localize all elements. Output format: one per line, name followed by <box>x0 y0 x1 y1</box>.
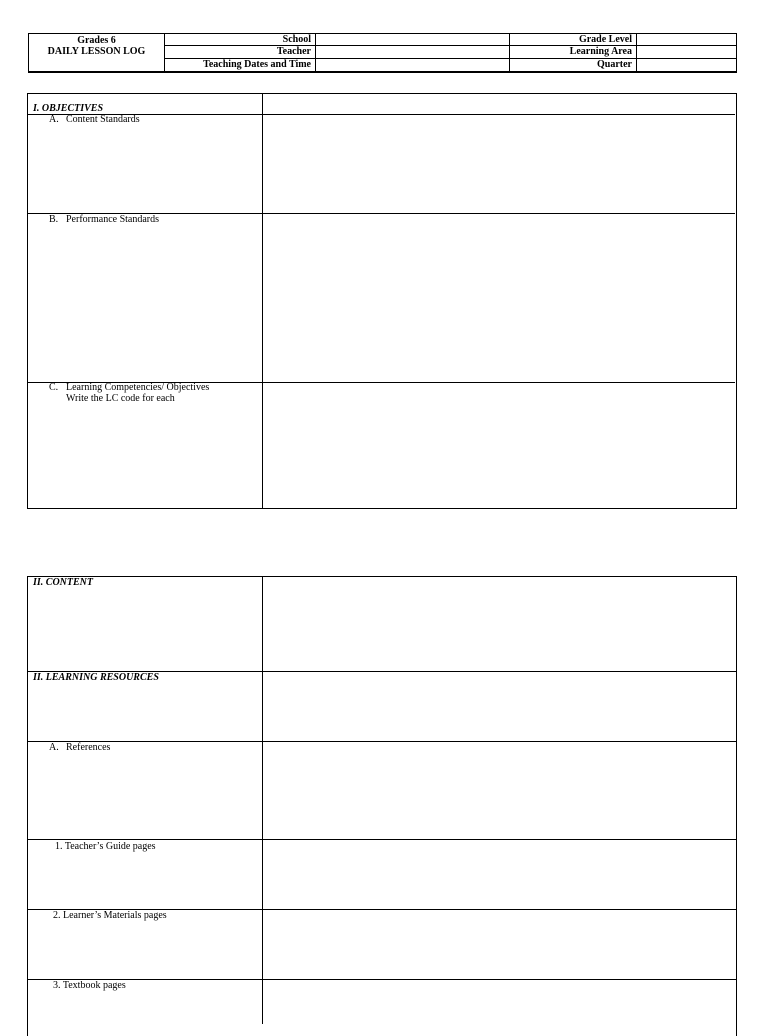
performance-standards-marker: B. <box>49 214 59 225</box>
performance-standards-label: Performance Standards <box>66 214 160 225</box>
content-heading: II. CONTENT <box>33 577 94 588</box>
teaching-dates-field[interactable] <box>316 59 509 72</box>
learning-area-label: Learning Area <box>569 46 632 57</box>
content-standards-label: Content Standards <box>66 114 140 125</box>
learning-resources-heading: II. LEARNING RESOURCES <box>33 672 159 683</box>
textbook-pages-field[interactable] <box>263 980 736 1024</box>
references-label: References <box>66 742 111 753</box>
quarter-field[interactable] <box>637 59 736 72</box>
references-marker: A. <box>49 742 59 753</box>
performance-standards-field[interactable] <box>263 214 735 381</box>
learning-resources-field[interactable] <box>263 672 736 741</box>
learning-competencies-label: Learning Competencies/ Objectives <box>66 382 210 393</box>
learning-competencies-note: Write the LC code for each <box>66 393 175 404</box>
school-field[interactable] <box>316 34 509 45</box>
grade-level-label: Grade Level <box>578 34 632 45</box>
content-standards-field[interactable] <box>263 115 735 212</box>
content-standards-marker: A. <box>49 114 59 125</box>
teachers-guide-field[interactable] <box>263 840 736 909</box>
learning-area-field[interactable] <box>637 46 736 58</box>
document-title: DAILY LESSON LOG <box>47 46 146 57</box>
learners-materials-label: 2. Learner’s Materials pages <box>53 910 167 921</box>
school-label: School <box>282 34 311 45</box>
grade-level-field[interactable] <box>637 34 736 45</box>
learners-materials-field[interactable] <box>263 910 736 979</box>
textbook-pages-label: 3. Textbook pages <box>53 980 126 991</box>
teaching-dates-label: Teaching Dates and Time <box>203 59 311 70</box>
quarter-label: Quarter <box>597 59 632 70</box>
references-field[interactable] <box>263 742 736 839</box>
teacher-field[interactable] <box>316 46 509 58</box>
content-field[interactable] <box>263 577 736 671</box>
learning-competencies-field[interactable] <box>263 383 735 508</box>
grades-label: Grades 6 <box>77 35 116 46</box>
learning-competencies-marker: C. <box>49 382 59 393</box>
teachers-guide-label: 1. Teacher’s Guide pages <box>55 841 156 852</box>
objectives-heading: I. OBJECTIVES <box>33 103 104 114</box>
teacher-label: Teacher <box>276 46 311 57</box>
